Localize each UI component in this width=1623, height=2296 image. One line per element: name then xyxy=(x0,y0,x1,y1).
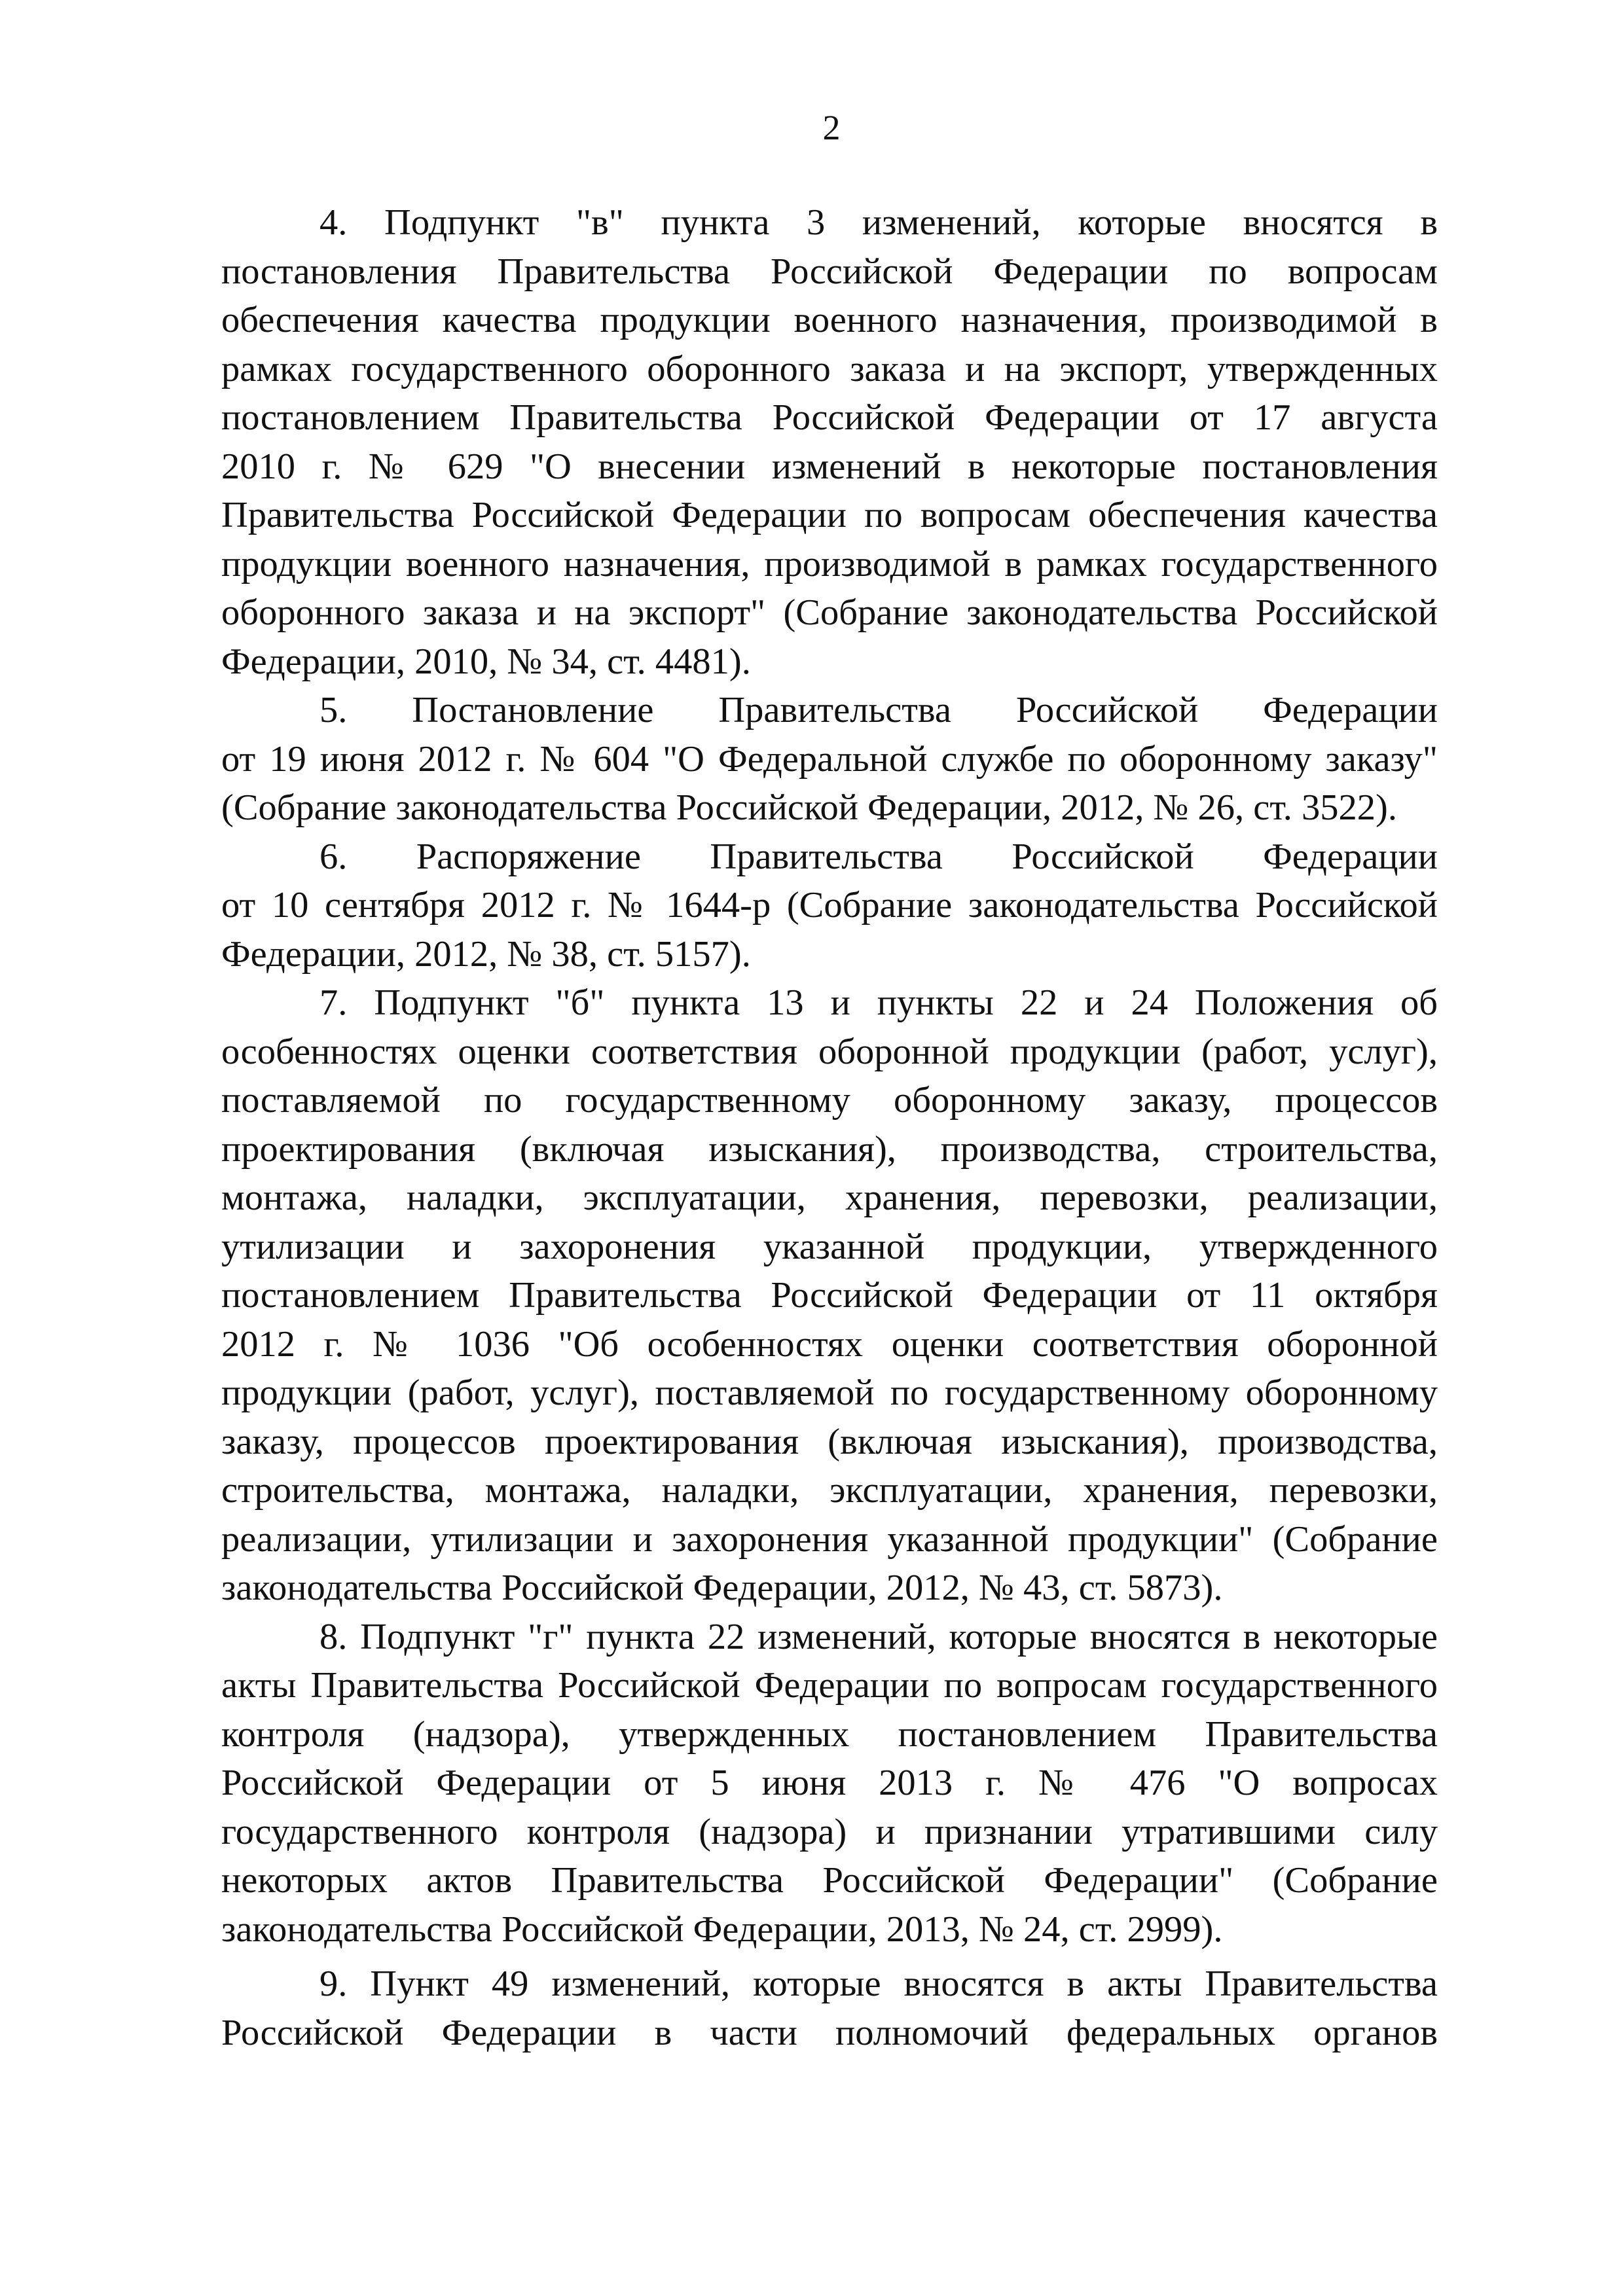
text-line: продукции (работ, услуг), поставляемой по государственному оборонному xyxy=(221,1372,1438,1413)
text-line: обеспечения качества продукции военного назначения, производимой в xyxy=(221,300,1438,340)
text-line: постановлением Правительства Российской Федерации от 17 августа xyxy=(221,397,1438,438)
paragraph-7 xyxy=(221,978,1438,1613)
text-line: оборонного заказа и на экспорт" (Собрание законодательства Российской xyxy=(221,592,1438,633)
document-body xyxy=(221,198,1438,2057)
text-line: Правительства Российской Федерации по вопросам обеспечения качества xyxy=(221,495,1438,535)
text-line: от 10 сентября 2012 г. № 1644-р (Собрание законодательства Российской xyxy=(221,885,1438,925)
page-number: 2 xyxy=(822,108,841,147)
text-line: Российской Федерации от 5 июня 2013 г. № 476 "О вопросах xyxy=(221,1763,1438,1803)
text-line: 7. Подпункт "б" пункта 13 и пункты 22 и 24 Положения об xyxy=(319,982,1438,1023)
paragraph-8 xyxy=(221,1613,1438,1954)
text-line: утилизации и захоронения указанной продукции, утвержденного xyxy=(221,1226,1438,1267)
text-line: строительства, монтажа, наладки, эксплуатации, хранения, перевозки, xyxy=(221,1470,1438,1511)
text-line: продукции военного назначения, производимой в рамках государственного xyxy=(221,543,1438,584)
paragraph-9 xyxy=(221,1960,1438,2057)
text-line: постановления Правительства Российской Федерации по вопросам xyxy=(221,251,1438,292)
text-line: реализации, утилизации и захоронения указанной продукции" (Собрание xyxy=(221,1518,1438,1560)
text-line: особенностях оценки соответствия оборонной продукции (работ, услуг), xyxy=(221,1031,1438,1072)
text-line: государственного контроля (надзора) и признании утратившими силу xyxy=(221,1811,1438,1852)
text-line: 9. Пункт 49 изменений, которые вносятся в акты Правительства xyxy=(319,1964,1438,2004)
paragraph-6 xyxy=(221,833,1438,979)
text-line: Федерации, 2010, № 34, ст. 4481). xyxy=(221,641,751,682)
text-line: (Собрание законодательства Российской Федерации, 2012, № 26, ст. 3522). xyxy=(221,787,1397,828)
text-line: некоторых актов Правительства Российской Федерации" (Собрание xyxy=(221,1860,1438,1901)
text-line: 6. Распоряжение Правительства Российской Федерации xyxy=(319,836,1438,877)
text-line: контроля (надзора), утвержденных постановлением Правительства xyxy=(221,1713,1438,1755)
text-line: 2010 г. № 629 "О внесении изменений в некоторые постановления xyxy=(221,446,1438,487)
text-line: 2012 г. № 1036 "Об особенностях оценки соответствия оборонной xyxy=(221,1323,1438,1365)
text-line: 8. Подпункт "г" пункта 22 изменений, которые вносятся в некоторые xyxy=(319,1616,1438,1657)
text-line: поставляемой по государственному оборонному заказу, процессов xyxy=(221,1080,1438,1121)
paragraph-spacer xyxy=(221,1954,1438,1960)
text-line: законодательства Российской Федерации, 2013, № 24, ст. 2999). xyxy=(221,1909,1223,1950)
text-line: монтажа, наладки, эксплуатации, хранения, перевозки, реализации, xyxy=(221,1177,1438,1218)
text-line: Российской Федерации в части полномочий федеральных органов xyxy=(221,2012,1438,2053)
paragraph-5 xyxy=(221,686,1438,833)
text-line: заказу, процессов проектирования (включая изыскания), производства, xyxy=(221,1421,1438,1462)
text-line: 5. Постановление Правительства Российской Федерации xyxy=(319,690,1438,730)
text-line: проектирования (включая изыскания), производства, строительства, xyxy=(221,1128,1438,1170)
paragraph-4 xyxy=(221,198,1438,686)
text-line: от 19 июня 2012 г. № 604 "О Федеральной службе по оборонному заказу" xyxy=(221,738,1438,780)
text-line: акты Правительства Российской Федерации по вопросам государственного xyxy=(221,1665,1438,1706)
text-line: Федерации, 2012, № 38, ст. 5157). xyxy=(221,933,751,975)
text-line: постановлением Правительства Российской Федерации от 11 октября xyxy=(221,1275,1438,1316)
text-line: 4. Подпункт "в" пункта 3 изменений, которые вносятся в xyxy=(319,202,1438,243)
text-line: рамках государственного оборонного заказа и на экспорт, утвержденных xyxy=(221,348,1438,389)
text-line: законодательства Российской Федерации, 2012, № 43, ст. 5873). xyxy=(221,1568,1223,1608)
